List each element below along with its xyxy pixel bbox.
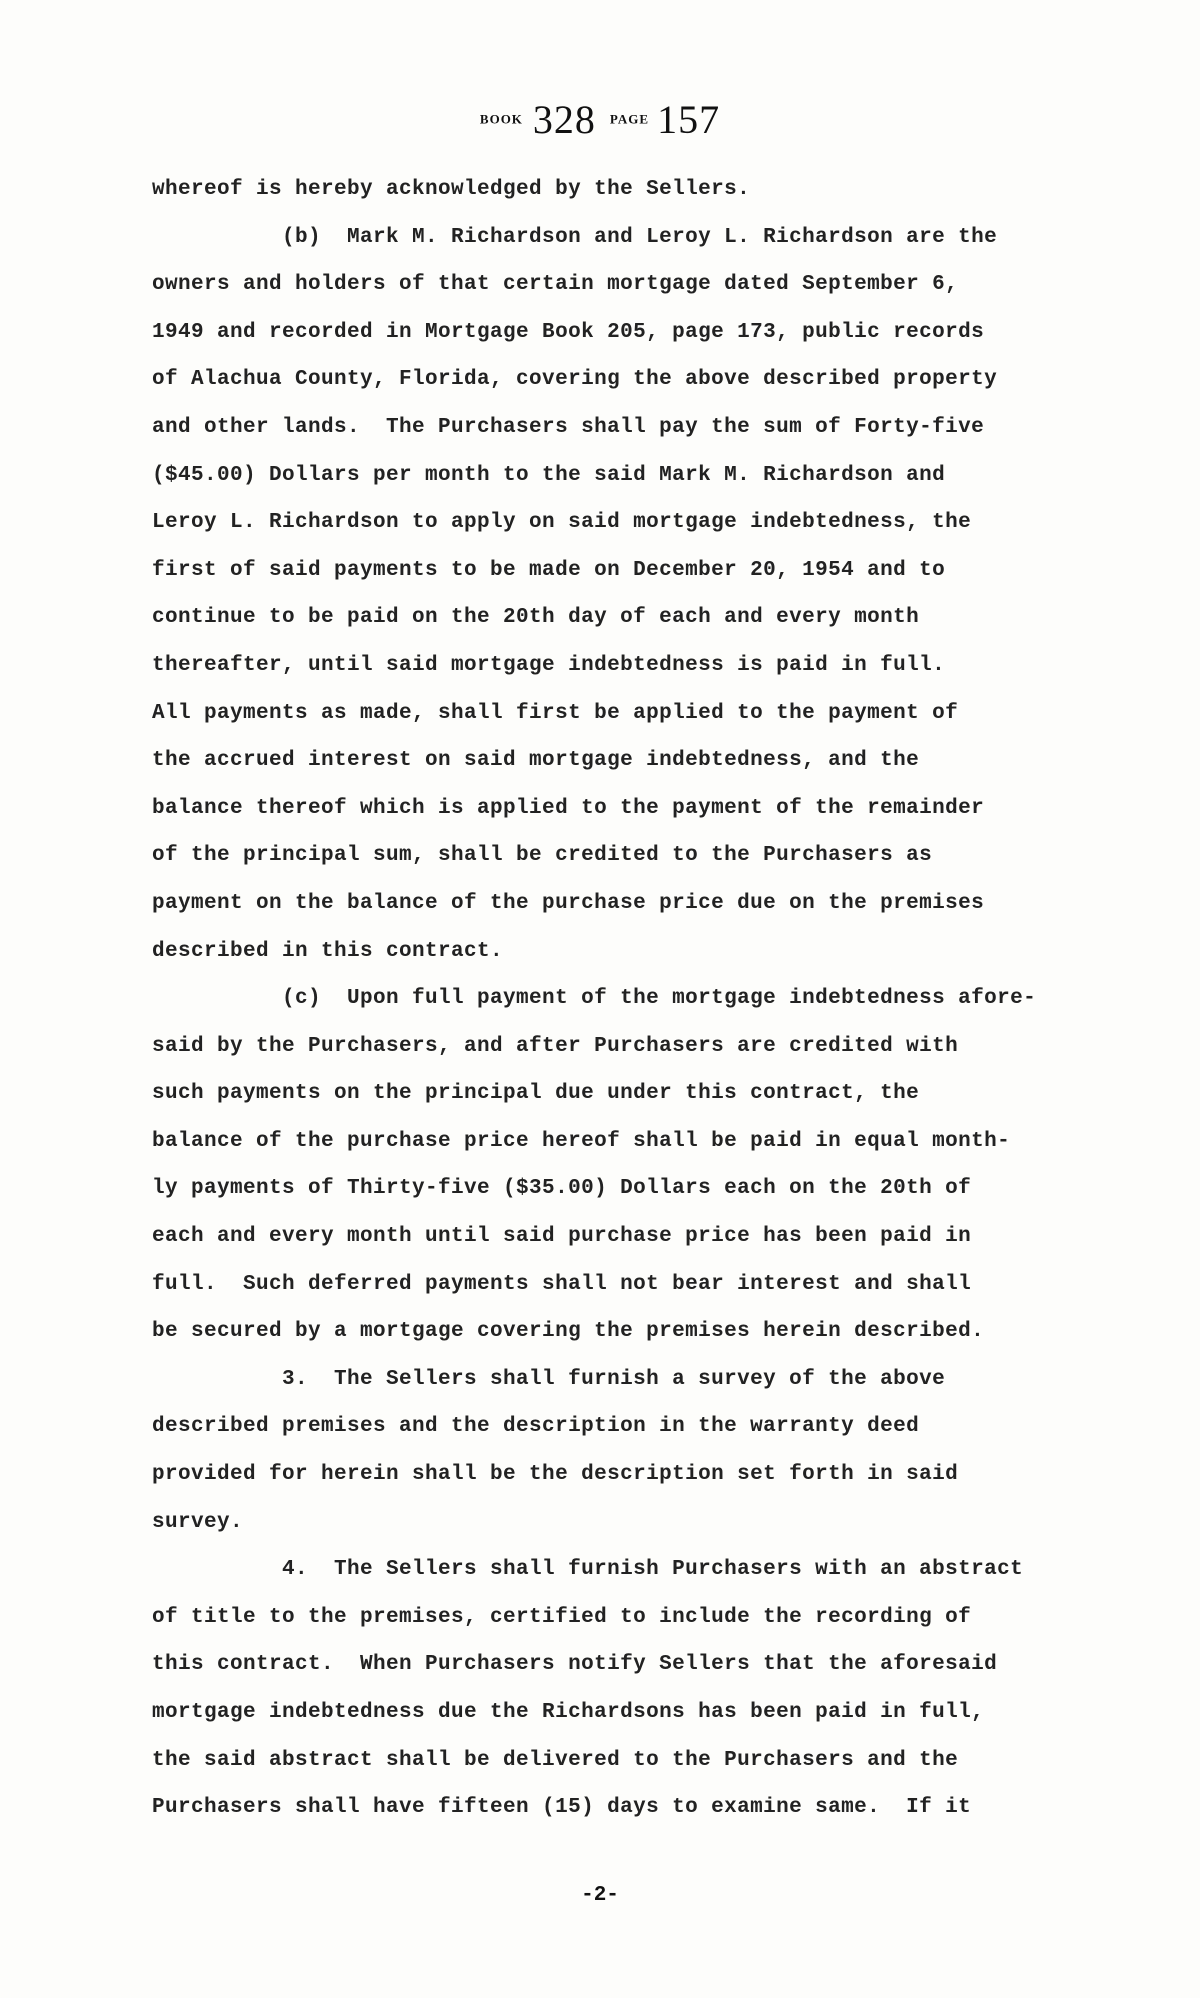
text-line: such payments on the principal due under this contract, the	[152, 1082, 920, 1106]
text-line: balance thereof which is applied to the payment of the remainder	[152, 796, 985, 820]
text-line: balance of the purchase price hereof shall be paid in equal month-	[152, 1129, 1011, 1153]
text-line: 3. The Sellers shall furnish a survey of the above	[152, 1367, 946, 1391]
text-line: whereof is hereby acknowledged by the Sellers.	[152, 178, 751, 201]
text-line: of Alachua County, Florida, covering the above described property	[152, 368, 998, 392]
text-line: and other lands. The Purchasers shall pay the sum of Forty-five	[152, 415, 985, 439]
text-line: Purchasers shall have fifteen (15) days to examine same. If it	[152, 1796, 972, 1820]
text-line: Leroy L. Richardson to apply on said mortgage indebtedness, the	[152, 511, 972, 535]
text-line: of the principal sum, shall be credited to the Purchasers as	[152, 844, 933, 868]
page-number: 157	[657, 97, 721, 142]
book-page-stamp	[0, 96, 1200, 143]
contract-body	[152, 166, 1092, 1832]
text-line: of title to the premises, certified to include the recording of	[152, 1605, 972, 1629]
text-line: the accrued interest on said mortgage indebtedness, and the	[152, 749, 920, 773]
text-line: continue to be paid on the 20th day of each and every month	[152, 606, 920, 630]
page-label: PAGE	[609, 111, 650, 127]
text-line: full. Such deferred payments shall not bear interest and shall	[152, 1272, 972, 1296]
text-line: the said abstract shall be delivered to the Purchasers and the	[152, 1748, 959, 1772]
text-line: owners and holders of that certain mortgage dated September 6,	[152, 273, 959, 297]
text-line: be secured by a mortgage covering the premises herein described.	[152, 1320, 985, 1344]
text-line: ($45.00) Dollars per month to the said Mark M. Richardson and	[152, 463, 946, 487]
text-line: described premises and the description in the warranty deed	[152, 1415, 920, 1439]
text-line: described in this contract.	[152, 939, 504, 963]
text-line: 4. The Sellers shall furnish Purchasers with an abstract	[152, 1558, 1024, 1582]
text-line: ly payments of Thirty-five ($35.00) Dollars each on the 20th of	[152, 1177, 972, 1201]
book-number: 328	[532, 97, 596, 142]
text-line: 1949 and recorded in Mortgage Book 205, page 173, public records	[152, 320, 985, 344]
text-line: (c) Upon full payment of the mortgage indebtedness afore-	[152, 987, 1037, 1011]
text-line: said by the Purchasers, and after Purchasers are credited with	[152, 1034, 959, 1058]
page-folio: -2-	[581, 1884, 619, 1907]
text-line: payment on the balance of the purchase price due on the premises	[152, 891, 985, 915]
text-line: provided for herein shall be the description set forth in said	[152, 1463, 959, 1487]
text-line: thereafter, until said mortgage indebtedness is paid in full.	[152, 653, 946, 677]
text-line: each and every month until said purchase price has been paid in	[152, 1225, 972, 1249]
text-line: All payments as made, shall first be applied to the payment of	[152, 701, 959, 725]
text-line: (b) Mark M. Richardson and Leroy L. Richardson are the	[152, 225, 998, 249]
text-line: first of said payments to be made on December 20, 1954 and to	[152, 558, 946, 582]
text-line: survey.	[152, 1510, 244, 1534]
text-line: this contract. When Purchasers notify Sellers that the aforesaid	[152, 1653, 998, 1677]
text-line: mortgage indebtedness due the Richardsons has been paid in full,	[152, 1701, 985, 1724]
book-label: BOOK	[479, 111, 523, 127]
